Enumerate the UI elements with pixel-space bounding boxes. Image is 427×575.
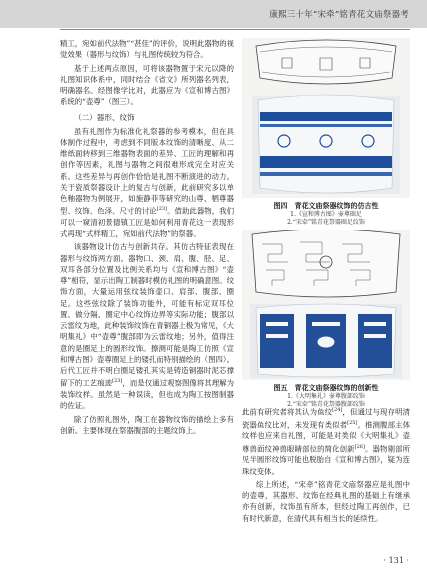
paragraph-text: ，而是仅通过观察图像将其理解为装饰纹样。虽然是一种误读，但也成为陶工按图制器的佐证。 xyxy=(60,378,234,411)
paragraph-text: ，但通过与现存明清瓷器鱼纹比对，未发现有类似者 xyxy=(242,407,410,430)
paragraph: 除了仿照礼图外，陶工在器物纹饰的描绘上多有创新。主要体现在祭器腹部的主题纹饰上。 xyxy=(60,414,234,435)
citation: [24] xyxy=(332,407,343,413)
figure-5 xyxy=(242,230,410,409)
paragraph: 综上所述，“宋牵”铭青花文庙祭器应是礼图中的壶尊，其器形、纹饰在经典礼图的基础上有继承亦有创新，纹饰虽有所本，但经过陶工再创作，已有时代新意，在清代具有相当长的延续性。 xyxy=(242,479,410,523)
figure-5-caption: 图五 青花文庙祭器纹饰的创新性 xyxy=(273,383,379,392)
running-header: 康熙三十年“宋牵”铭青花文庙祭器考 xyxy=(269,10,409,20)
page-number: · 131 · xyxy=(383,556,409,565)
paragraph-text: 。器物剔部所见半圆形纹饰可能也脱胎自《宣和博古图》，疑为连珠纹变体。 xyxy=(242,444,410,476)
paragraph xyxy=(242,405,410,477)
citation: [26] xyxy=(354,443,365,450)
citation: [23] xyxy=(156,206,168,213)
header-rule xyxy=(60,29,410,30)
paragraph xyxy=(60,241,234,411)
paragraph-text: 该器物设计仿古与创新共存。其仿古特征表现在器形与纹饰两方面。器物口、颈、肩、腹、胫、足、双耳各部分位置及比例关系均与《宣和博古图》“壶尊”相符，显示出陶工制器时模仿礼图的明确意图。纹饰方面，大量运用弦纹装饰壶口、肩部、腹部、圈足。这些弦纹除了装饰功能外，可能有标定双耳位置、做分隔、圈定中心纹饰边界等实际功能；腹部以云雷纹为地，此种装饰纹饰在青铜器上极为常见，《大明集礼》中“壶尊”腹部即为云雷纹地；另外，值得注意的是圈足上的圆形纹饰。擦测可能是陶工仿照《宣和博古图》壶尊圈足上的镂孔而特别描绘的（图四）。后代工匠并不明白圈足镂孔其实是铸造铜器时泥芯撑留下的工艺痕迹 xyxy=(60,242,234,388)
paragraph-text: 。借助此器物，我们可以一窥清初景德镇工匠是如何利用青花这一表现形式再现“式样精工，宛如前代法物”的祭器。 xyxy=(60,206,234,239)
paragraph-text: 虽有礼图作为标准化礼祭器的参考模本，但在具体制作过程中，考虑到不同版本纹饰的清晰度、从二维纸面转移到三维器物表面的差异、工匠的理解和再创作等因素，礼图与器物之间很难形成完全对应关系。这些差异与再创作恰恰是礼图不断演进的动力。关于瓷质祭器设计上的复古与创新，此前研究多以单色釉器物为例展开，如施静菲等研究的山尊、牺尊器型、纹饰、色泽、尺寸的讨论 xyxy=(60,126,234,216)
figure-4-image xyxy=(242,38,410,198)
figure-5-image xyxy=(242,230,410,380)
figure-5-subcaption-1: 1.《大明集礼》壶尊腹部纹饰 xyxy=(287,393,365,400)
figure-4 xyxy=(242,38,410,227)
paragraph: 精工，宛如前代法物”“甚佳”的评价，说明此器物的视觉效果（器形与纹饰）与礼图传统较为符合。 xyxy=(60,39,234,60)
paragraph-text: 此前有研究者将其认为鱼纹 xyxy=(242,407,333,417)
figure-4-caption: 图四 青花文庙祭器纹饰的仿古性 xyxy=(273,201,379,210)
left-column xyxy=(60,38,234,438)
paragraph xyxy=(60,126,234,240)
right-text-block xyxy=(242,405,410,526)
figure-5-subcaption-2: 2.“宋牵”铭青花祭器腹部纹饰 xyxy=(287,401,365,408)
figure-4-subcaption-1: 1.《宣和博古图》壶尊圈足 xyxy=(290,211,362,218)
paragraph-text: 。推测腹部主体纹样也应来自礼图，可能是对类似《大明集礼》壶尊兽面纹神兽眼睛部位的简化创新 xyxy=(242,420,410,454)
section-heading: （二）器形、纹饰 xyxy=(74,112,135,122)
citation: [25] xyxy=(347,419,358,426)
citation: [23] xyxy=(112,378,123,385)
paragraph: 基于上述两点原因，可将该器物置于宋元以降的礼图知识体系中，同时结合《省文》所列器名列表，明确器名。经图像学比对，此器应为《宣和博古图》系统的“壶尊”（图三）。 xyxy=(60,63,234,107)
figure-4-subcaption-2: 2.“宋牵”铭青花祭器圈足纹饰 xyxy=(287,219,365,226)
